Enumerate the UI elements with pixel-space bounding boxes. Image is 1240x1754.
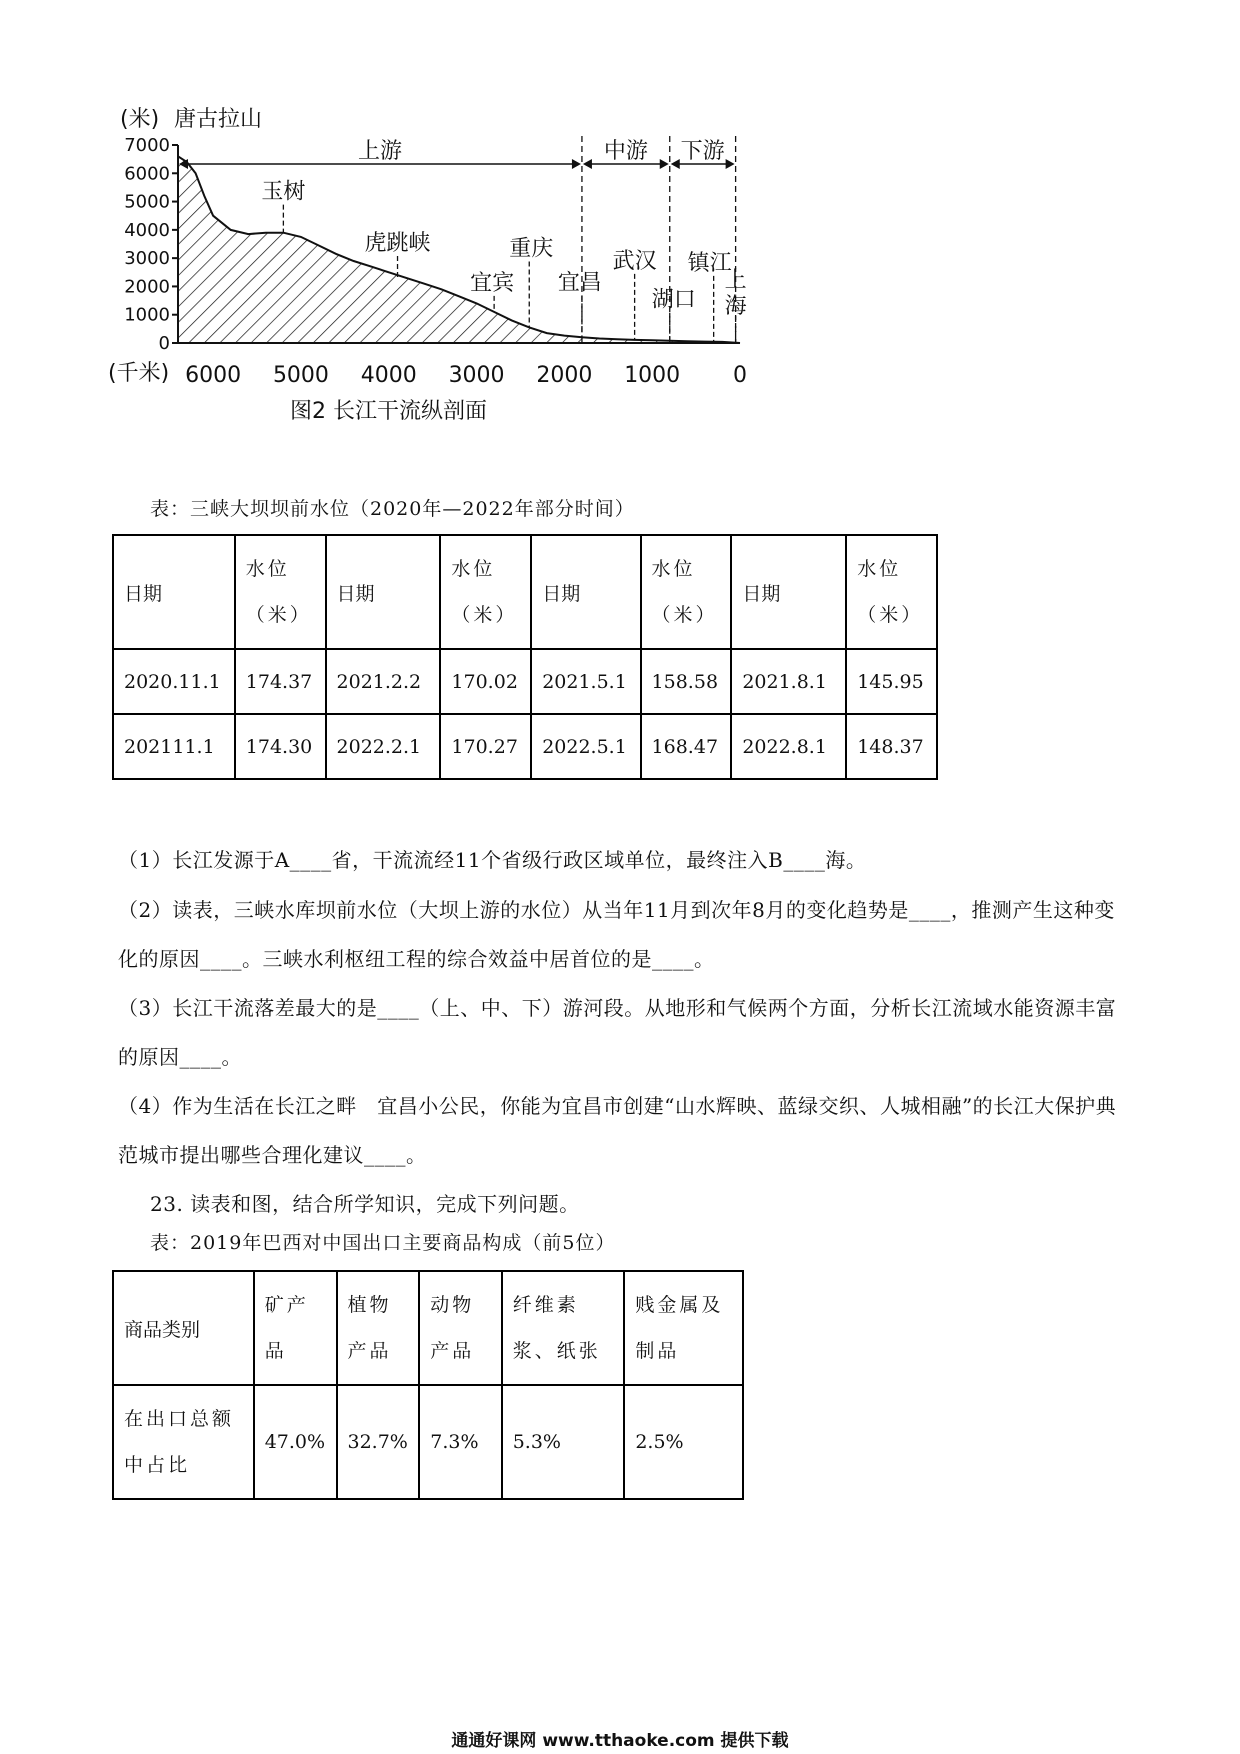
y-tick-label: 6000 <box>124 163 170 185</box>
table-row <box>113 714 937 779</box>
level-header: 水位 （米） <box>846 535 937 649</box>
y-tick-label: 1000 <box>124 304 170 326</box>
question-3: （3）长江干流落差最大的是____（上、中、下）游河段。从地形和气候两个方面，分析长江流域水能资源丰富的原因____。 <box>118 996 1117 1069</box>
question-4: （4）作为生活在长江之畔 宜昌小公民，你能为宜昌市创建“山水辉映、蓝绿交织、人城相融”的长江大保护典范城市提出哪些合理化建议____。 <box>118 1094 1117 1167</box>
share-row-label: 在出口总额 中占比 <box>113 1385 254 1499</box>
table-cell: 2021.2.2 <box>326 649 441 714</box>
segment-arrow-head <box>583 159 592 169</box>
category-cell: 纤维素 浆、纸张 <box>502 1271 625 1385</box>
table-cell: 202111.1 <box>113 714 235 779</box>
table-cell: 170.27 <box>440 714 531 779</box>
x-tick-label: 0 <box>733 363 747 388</box>
place-label: 海 <box>724 294 747 319</box>
x-tick-label: 5000 <box>272 363 329 388</box>
place-label: 上 <box>724 268 747 293</box>
table-cell: 148.37 <box>846 714 937 779</box>
y-tick-label: 4000 <box>124 219 170 241</box>
table-cell: 2022.2.1 <box>326 714 441 779</box>
place-label: 宜宾 <box>470 270 515 296</box>
segment-arrow-head <box>660 159 669 169</box>
table-cell: 174.37 <box>235 649 326 714</box>
category-cell: 贱金属及 制品 <box>624 1271 743 1385</box>
segment-arrow-head <box>671 159 680 169</box>
yangtze-profile-chart <box>108 100 840 480</box>
table-header-row <box>113 1271 743 1385</box>
place-label: 武汉 <box>612 248 657 274</box>
table-cell: 2022.8.1 <box>731 714 846 779</box>
level-header: 水位 （米） <box>440 535 531 649</box>
table-cell: 145.95 <box>846 649 937 714</box>
table-cell: 2.5% <box>624 1385 743 1499</box>
x-tick-label: 1000 <box>624 363 681 388</box>
x-tick-label: 6000 <box>185 363 242 388</box>
table1-caption: 表：三峡大坝坝前水位（2020年—2022年部分时间） <box>150 498 635 520</box>
table-row <box>113 649 937 714</box>
x-tick-label: 2000 <box>536 363 593 388</box>
x-tick-label: 4000 <box>360 363 417 388</box>
water-level-table <box>112 534 938 780</box>
y-tick-label: 0 <box>158 333 170 354</box>
table-cell: 2021.8.1 <box>731 649 846 714</box>
level-header: 水位 （米） <box>641 535 732 649</box>
table-cell: 2021.5.1 <box>531 649 640 714</box>
table-cell: 5.3% <box>502 1385 625 1499</box>
table-cell: 2020.11.1 <box>113 649 235 714</box>
place-label: 虎跳峡 <box>364 230 431 256</box>
date-header: 日期 <box>113 535 235 649</box>
level-header: 水位 （米） <box>235 535 326 649</box>
x-tick-label: 3000 <box>448 363 505 388</box>
segment-arrow-head <box>572 159 581 169</box>
place-label: 宜昌 <box>557 270 602 296</box>
place-label: 湖口 <box>651 287 696 313</box>
category-cell: 矿产 品 <box>254 1271 337 1385</box>
table2-caption: 表：2019年巴西对中国出口主要商品构成（前5位） <box>150 1232 616 1254</box>
segment-label: 下游 <box>680 139 725 164</box>
table-cell: 158.58 <box>641 649 732 714</box>
chart-title: 图2 长江干流纵剖面 <box>290 399 487 424</box>
category-cell: 植物 产品 <box>337 1271 420 1385</box>
place-label: 镇江 <box>687 250 732 276</box>
table-row <box>113 1385 743 1499</box>
y-tick-label: 5000 <box>124 191 170 213</box>
place-label: 重庆 <box>509 236 554 262</box>
table-cell: 174.30 <box>235 714 326 779</box>
date-header: 日期 <box>531 535 640 649</box>
table-header-row <box>113 535 937 649</box>
category-cell: 动物 产品 <box>419 1271 501 1385</box>
y-tick-label: 3000 <box>124 248 170 270</box>
x-axis-label: (千米) <box>108 361 170 386</box>
y-axis-label: (米) <box>120 107 160 132</box>
date-header: 日期 <box>326 535 441 649</box>
export-table <box>112 1270 744 1500</box>
date-header: 日期 <box>731 535 846 649</box>
question-2: （2）读表，三峡水库坝前水位（大坝上游的水位）从当年11月到次年8月的变化趋势是____，推测产生这种变化的原因____。三峡水利枢纽工程的综合效益中居首位的是____。 <box>118 898 1115 971</box>
table-cell: 32.7% <box>337 1385 420 1499</box>
y-tick-label: 7000 <box>124 135 170 156</box>
category-header: 商品类别 <box>113 1271 254 1385</box>
segment-arrow-head <box>726 159 735 169</box>
y-tick-label: 2000 <box>124 276 170 298</box>
table-cell: 168.47 <box>641 714 732 779</box>
place-label: 玉树 <box>261 179 306 205</box>
table-cell: 2022.5.1 <box>531 714 640 779</box>
question-1: （1）长江发源于A____省，干流流经11个省级行政区域单位，最终注入B____海。 <box>118 848 867 872</box>
table-cell: 7.3% <box>419 1385 501 1499</box>
segment-label: 上游 <box>357 139 402 164</box>
question-23: 23. 读表和图，结合所学知识，完成下列问题。 <box>150 1192 580 1216</box>
table-cell: 47.0% <box>254 1385 337 1499</box>
peak-label: 唐古拉山 <box>174 107 263 132</box>
segment-label: 中游 <box>603 139 648 164</box>
table-cell: 170.02 <box>440 649 531 714</box>
page-footer: 通通好课网 www.tthaoke.com 提供下载 <box>451 1731 789 1751</box>
